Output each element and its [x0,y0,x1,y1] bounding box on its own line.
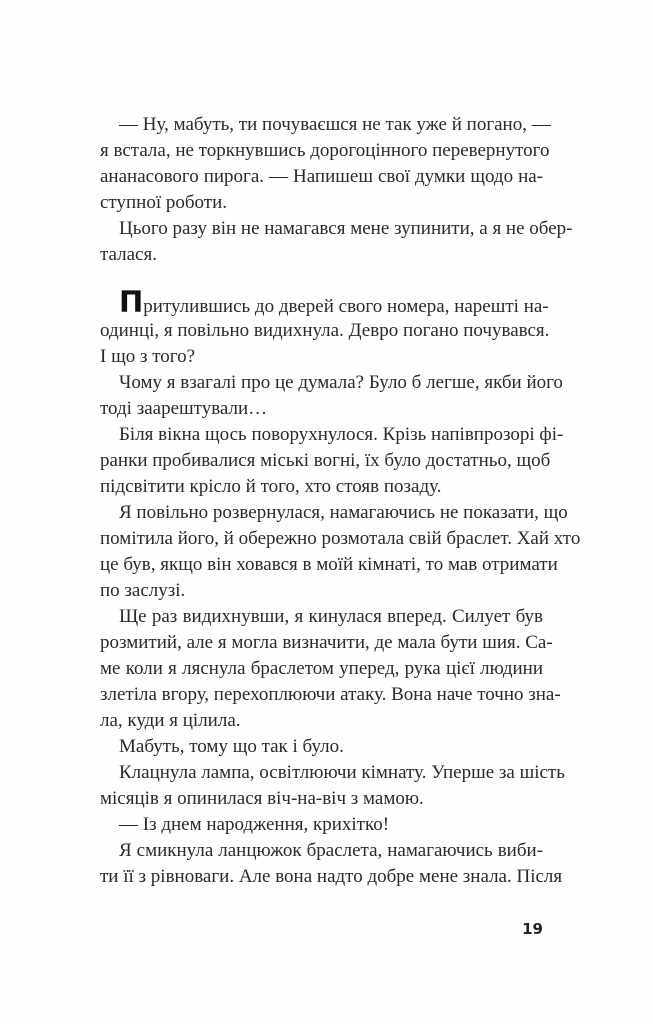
line-text: Біля вікна щось поворухнулося. Крізь напівпрозорі фі- [119,424,564,445]
text-line [100,164,543,190]
line-text: це був, якщо він ховався в моїй кімнаті, то мав отримати [100,554,558,575]
line-text: ананасового пирога. — Напишеш свої думки щодо на- [100,166,543,187]
text-line [100,474,543,500]
text-line [100,190,543,216]
line-text: Цього разу він не намагався мене зупинити, а я не обер- [119,218,573,239]
text-line [100,864,563,890]
line-text: ранки пробивалися міські вогні, їх було достатньо, щоб [100,450,551,471]
line-text: підсвітити крісло й того, хто стояв позаду. [100,476,442,497]
text-line [119,112,551,138]
text-line [100,682,561,708]
text-line [100,578,543,604]
text-line [100,786,543,812]
line-text: ме коли я ляснула браслетом уперед, рука цієї людини [100,658,543,679]
text-line [100,656,543,682]
text-line [119,604,543,630]
line-text: Я повільно розвернулася, намагаючись не показати, що [119,502,568,523]
text-line [119,370,563,396]
text-line [119,812,543,838]
line-text: помітила його, й обережно розмотала свій браслет. Хай хто [100,528,581,549]
line-text: Я смикнула ланцюжок браслета, намагаючись виби- [119,840,543,861]
line-text: одинці, я повільно видихнула. Девро погано почувався. [100,320,550,341]
line-text: Чому я взагалі про це думала? Було б легше, якби його [119,372,563,393]
text-line [119,422,564,448]
text-line [100,242,543,268]
line-text: я встала, не торкнувшись дорогоцінного перевернутого [100,140,550,161]
text-line [119,838,543,864]
line-text: місяців я опинилася віч-на-віч з мамою. [100,788,424,809]
line-text: ритулившись до дверей свого номера, нарешті на- [143,296,549,317]
line-text: по заслузі. [100,580,186,601]
line-text: тоді заарештували… [100,398,268,419]
text-line [100,318,550,344]
text-line [119,285,549,319]
line-text: Ще раз видихнувши, я кинулася вперед. Силует був [119,606,543,627]
line-text: розмитий, але я могла визначити, де мала бути шия. Са- [100,632,553,653]
line-text: Клацнула лампа, освітлюючи кімнату. Уперше за шість [119,762,565,783]
drop-cap: П [119,285,144,319]
line-text: — Ну, мабуть, ти почуваєшся не так уже й погано, — [119,114,551,135]
text-line [100,630,553,656]
page-number: 19 [522,920,543,938]
line-text: ступної роботи. [100,192,227,213]
text-line [100,448,551,474]
text-line [100,396,543,422]
text-line [119,760,565,786]
text-line [100,344,543,370]
line-text: І що з того? [100,346,196,367]
text-line [100,708,543,734]
line-text: ла, куди я цілила. [100,710,241,731]
line-text: — Із днем народження, крихітко! [119,814,390,835]
line-text: Мабуть, тому що так і було. [119,736,344,757]
line-text: ти її з рівноваги. Але вона надто добре мене знала. Після [100,866,563,887]
line-text: злетіла вгору, перехоплюючи атаку. Вона наче точно зна- [100,684,561,705]
text-line [119,500,568,526]
line-text: талася. [100,244,157,265]
text-line [119,216,573,242]
text-line [100,526,581,552]
text-line [119,734,543,760]
text-line [100,552,558,578]
text-line [100,138,550,164]
